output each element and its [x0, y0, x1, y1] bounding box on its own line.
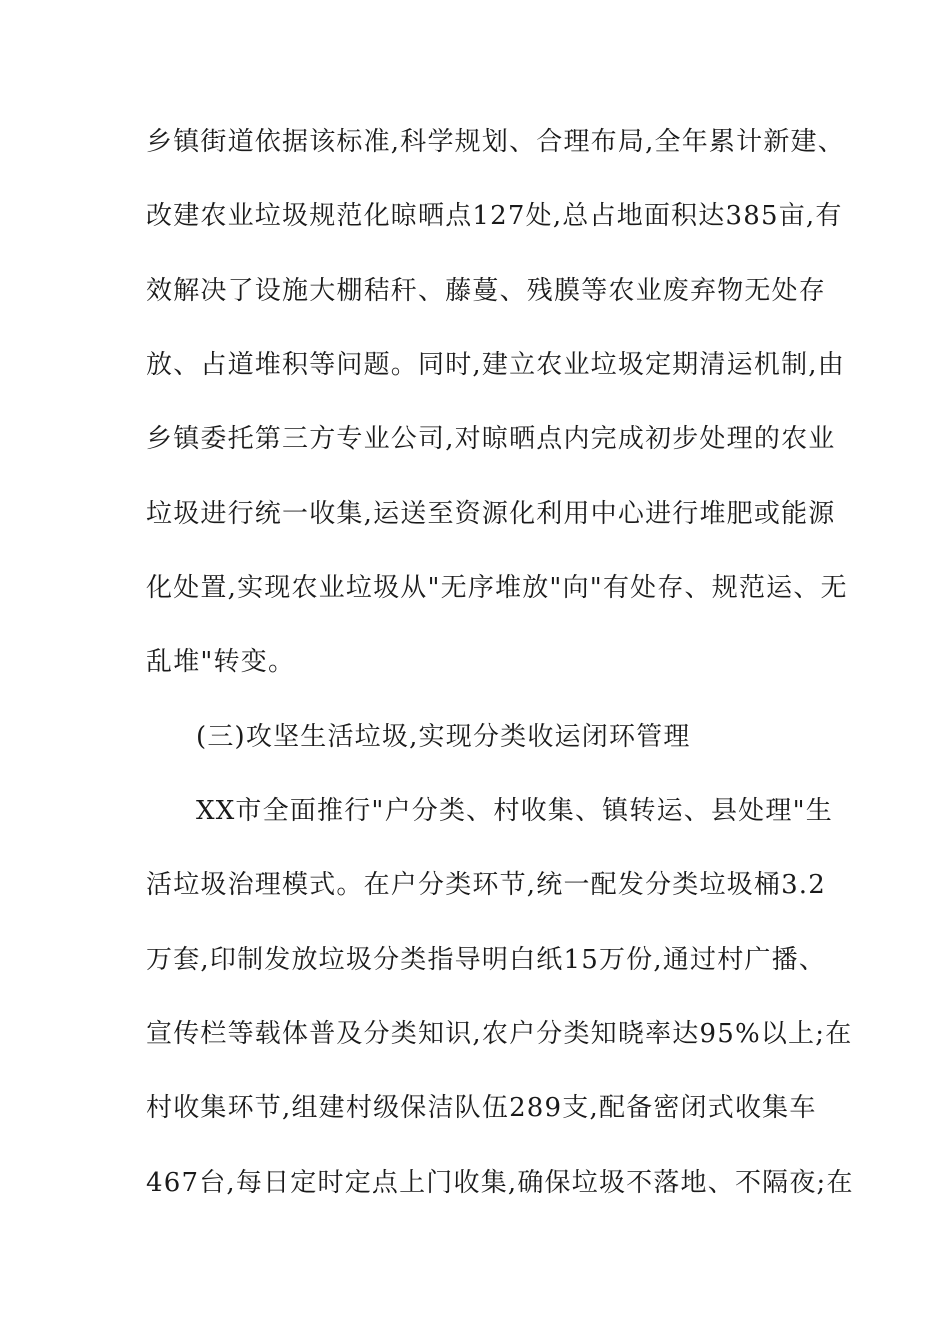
paragraph-line: 万套,印制发放垃圾分类指导明白纸15万份,通过村广播、 — [146, 945, 827, 975]
paragraph-line: 宣传栏等载体普及分类知识,农户分类知晓率达95%以上;在 — [146, 1019, 853, 1049]
paragraph-line: 活垃圾治理模式。在户分类环节,统一配发分类垃圾桶3.2 — [146, 870, 827, 900]
paragraph-line: 乡镇街道依据该标准,科学规划、合理布局,全年累计新建、 — [146, 127, 845, 157]
paragraph-line: 垃圾进行统一收集,运送至资源化利用中心进行堆肥或能源 — [146, 499, 836, 529]
paragraph-line: 放、占道堆积等问题。同时,建立农业垃圾定期清运机制,由 — [146, 350, 845, 380]
paragraph-line: 改建农业垃圾规范化晾晒点127处,总占地面积达385亩,有 — [146, 201, 843, 231]
paragraph-line: 467台,每日定时定点上门收集,确保垃圾不落地、不隔夜;在 — [146, 1168, 854, 1198]
paragraph-line: XX市全面推行"户分类、村收集、镇转运、县处理"生 — [196, 796, 833, 826]
paragraph-line: 化处置,实现农业垃圾从"无序堆放"向"有处存、规范运、无 — [146, 573, 848, 603]
paragraph-line: 乡镇委托第三方专业公司,对晾晒点内完成初步处理的农业 — [146, 424, 836, 454]
section-heading: (三)攻坚生活垃圾,实现分类收运闭环管理 — [196, 722, 691, 752]
paragraph-line: 村收集环节,组建村级保洁队伍289支,配备密闭式收集车 — [146, 1093, 817, 1123]
paragraph-line: 效解决了设施大棚秸秆、藤蔓、残膜等农业废弃物无处存 — [146, 276, 827, 306]
paragraph-line: 乱堆"转变。 — [146, 647, 296, 677]
